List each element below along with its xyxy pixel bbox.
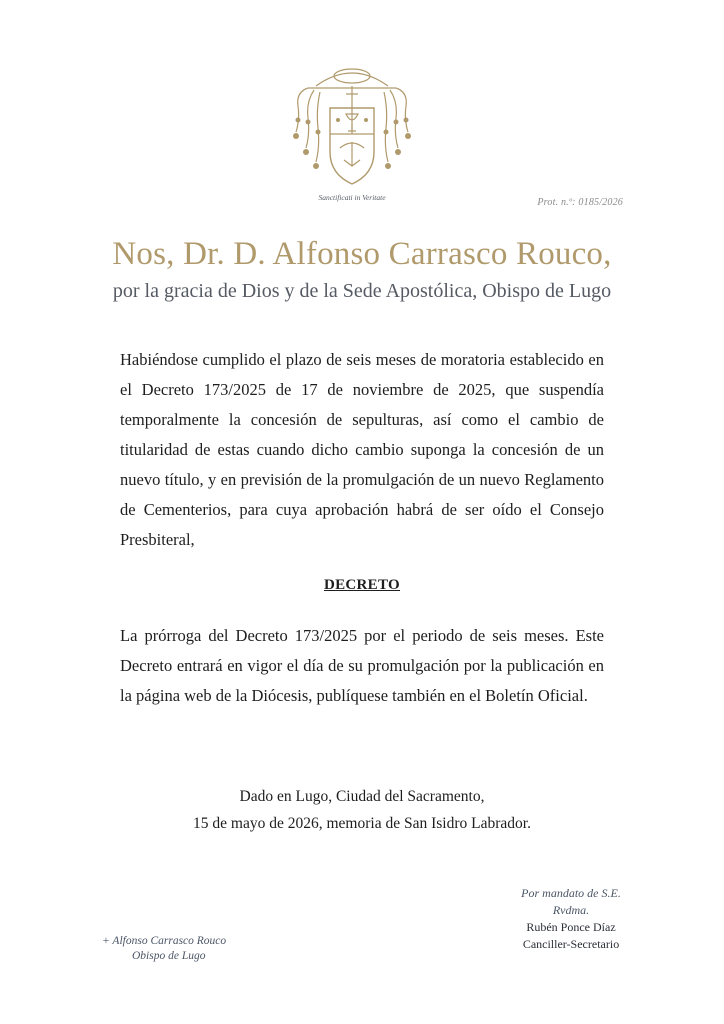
decree-heading: DECRETO	[323, 577, 400, 593]
decree-paragraph: La prórroga del Decreto 173/2025 por el periodo de seis meses. Este Decreto entrará en vigor el día de su promulgación por la publicación en la página web de la Diócesis, publíquese también en el Boletín Oficial.	[120, 626, 604, 705]
crest-motto: Sanctificati in Veritate	[318, 193, 386, 202]
bishop-signature-title: Obispo de Lugo	[132, 950, 206, 962]
chancellor-name: Rubén Ponce Díaz	[526, 920, 616, 934]
bishop-signature-name: + Alfonso Carrasco Rouco	[102, 935, 227, 947]
protocol-number: Prot. n.º: 0185/2026	[537, 197, 623, 208]
bishop-signature-block	[102, 934, 226, 964]
given-place: Dado en Lugo, Ciudad del Sacramento,	[239, 788, 485, 805]
chancellor-role: Canciller-Secretario	[522, 937, 620, 951]
bishop-subtitle: por la gracia de Dios y de la Sede Apostólica, Obispo de Lugo	[112, 280, 612, 302]
mandate-lead: Por mandato de S.E. Rvdma.	[521, 886, 621, 917]
episcopal-coat-of-arms	[286, 62, 418, 208]
bishop-title: Nos, Dr. D. Alfonso Carrasco Rouco,	[112, 236, 612, 272]
preamble-paragraph: Habiéndose cumplido el plazo de seis meses de moratoria establecido en el Decreto 173/2025 de 17 de noviembre de 2025, que suspendía temporalmente la concesión de sepulturas, así como el cambio de titularidad de estas cuando dicho cambio suponga la concesión de un nuevo título, y en previsión de la promulgación de un nuevo Reglamento de Cementerios, para cuya aprobación habrá de ser oído el Consejo Presbiteral,	[120, 350, 604, 549]
chancellor-signature-block	[505, 885, 637, 953]
given-date: 15 de mayo de 2026, memoria de San Isidro Labrador.	[193, 815, 531, 832]
